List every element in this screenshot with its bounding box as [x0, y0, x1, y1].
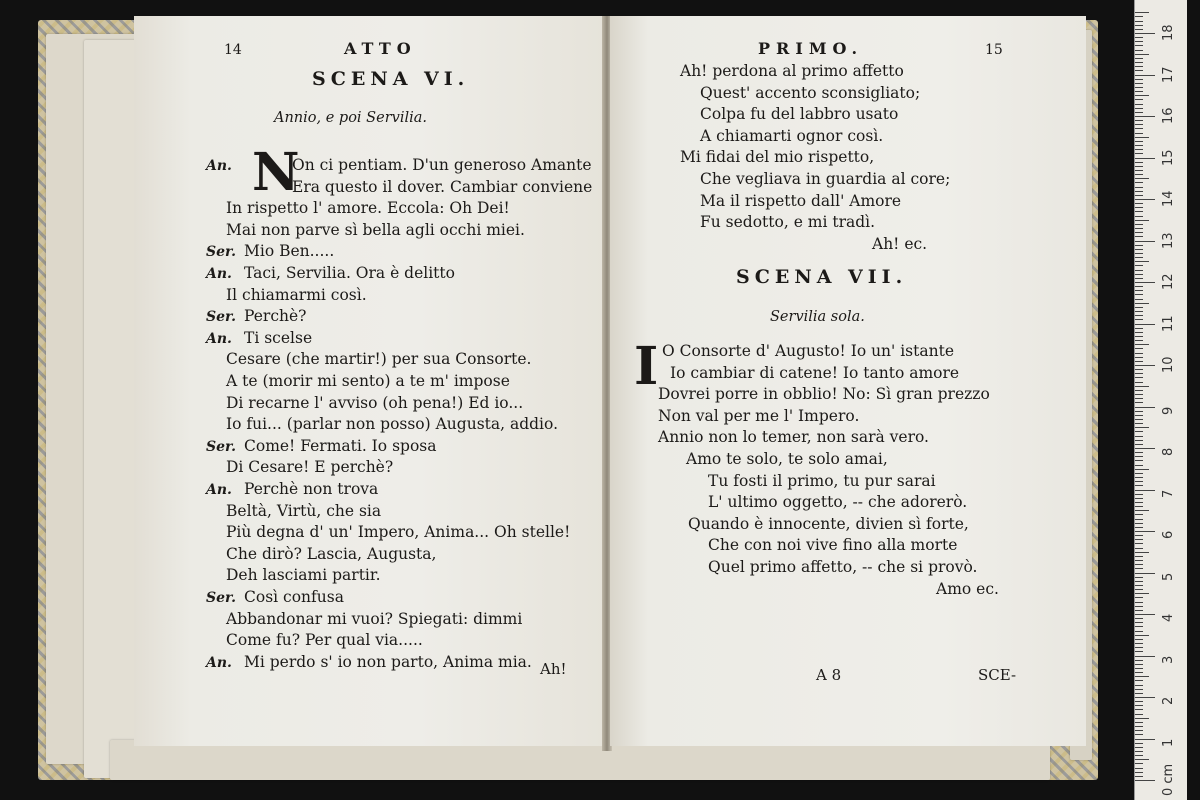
ruler-number: 8 — [1161, 447, 1176, 456]
ruler-tick — [1135, 552, 1149, 553]
ruler-tick — [1135, 431, 1143, 432]
ruler-tick — [1135, 278, 1143, 279]
speaker-label: Ser. — [206, 438, 236, 455]
ruler-tick — [1135, 70, 1143, 71]
ruler-tick — [1135, 311, 1143, 312]
ruler-tick — [1135, 257, 1143, 258]
ruler-tick — [1135, 83, 1143, 84]
ruler-number: 18 — [1161, 24, 1176, 41]
ruler-number: 7 — [1161, 489, 1176, 498]
ruler-tick — [1135, 307, 1143, 308]
ruler-tick — [1135, 490, 1155, 491]
ruler-tick — [1135, 162, 1143, 163]
ruler-tick — [1135, 211, 1143, 212]
ruler-tick — [1135, 759, 1149, 760]
verse-line: Non val per me l' Impero. — [658, 406, 860, 425]
ruler-tick — [1135, 772, 1143, 773]
ruler-tick — [1135, 216, 1143, 217]
ruler-tick — [1135, 573, 1155, 574]
ruler-tick — [1135, 672, 1143, 673]
ruler-tick — [1135, 236, 1143, 237]
verse-line: Perchè non trova — [244, 480, 379, 498]
verse-line: Come! Fermati. Io sposa — [244, 436, 437, 455]
ruler-tick — [1135, 651, 1143, 652]
ruler-tick — [1135, 315, 1143, 316]
ruler-tick — [1135, 776, 1143, 777]
ruler-tick — [1135, 153, 1143, 154]
ruler-tick — [1135, 29, 1143, 30]
verse-line: Che dirò? Lascia, Augusta, — [226, 544, 437, 563]
ruler-tick — [1135, 440, 1143, 441]
ruler-tick — [1135, 697, 1155, 698]
verse-line: Era questo il dover. Cambiar conviene — [292, 177, 593, 196]
ruler-tick — [1135, 701, 1143, 702]
ruler-tick — [1135, 506, 1143, 507]
ruler-number: 12 — [1161, 273, 1176, 290]
ruler-tick — [1135, 137, 1149, 138]
ruler-tick — [1135, 178, 1149, 179]
ruler-tick — [1135, 709, 1143, 710]
ruler-tick — [1135, 141, 1143, 142]
aria-line: Ma il rispetto dall' Amore — [700, 191, 902, 210]
ruler-tick — [1135, 50, 1143, 51]
ruler-tick — [1135, 589, 1143, 590]
aria-line: Ah! ec. — [872, 234, 928, 253]
ruler-tick — [1135, 220, 1149, 221]
ruler-tick — [1135, 444, 1143, 445]
ruler-number: 2 — [1161, 696, 1176, 705]
ruler-tick — [1135, 62, 1143, 63]
ruler-tick — [1135, 768, 1143, 769]
ruler-tick — [1135, 224, 1143, 225]
ruler-tick — [1135, 705, 1143, 706]
ruler-tick — [1135, 743, 1143, 744]
ruler-tick — [1135, 270, 1143, 271]
ruler-tick — [1135, 643, 1143, 644]
ruler-tick — [1135, 556, 1143, 557]
verse-line: Mai non parve sì bella agli occhi miei. — [226, 220, 525, 239]
ruler-tick — [1135, 336, 1143, 337]
ruler-tick — [1135, 249, 1143, 250]
ruler-tick — [1135, 427, 1149, 428]
ruler-tick — [1135, 502, 1143, 503]
ruler-tick — [1135, 477, 1143, 478]
ruler-number: 3 — [1161, 655, 1176, 664]
left-drop-cap: N — [252, 142, 300, 203]
ruler-tick — [1135, 394, 1143, 395]
left-catchword: Ah! — [540, 660, 567, 678]
ruler-tick — [1135, 382, 1143, 383]
ruler-tick — [1135, 232, 1143, 233]
ruler-tick — [1135, 33, 1155, 34]
ruler-tick — [1135, 668, 1143, 669]
ruler-tick — [1135, 419, 1143, 420]
aria-line: Ah! perdona al primo affetto — [680, 62, 904, 80]
aria-line: Fu sedotto, e mi tradì. — [700, 213, 876, 232]
ruler-tick — [1135, 656, 1155, 657]
verse-line: Il chiamarmi così. — [226, 285, 367, 304]
ruler-tick — [1135, 373, 1143, 374]
ruler-tick — [1135, 585, 1143, 586]
ruler-tick — [1135, 25, 1143, 26]
verse-line: Io fui... (parlar non posso) Augusta, addio. — [226, 415, 559, 434]
ruler-tick — [1135, 253, 1143, 254]
ruler-number: 16 — [1161, 107, 1176, 124]
verse-line: In rispetto l' amore. Eccola: Oh Dei! — [226, 199, 510, 218]
ruler-tick — [1135, 12, 1149, 13]
left-page-number: 14 — [224, 42, 242, 58]
verse-line: Mi perdo s' io non parto, Anima mia. — [244, 652, 532, 671]
ruler-tick — [1135, 730, 1143, 731]
ruler-tick — [1135, 191, 1143, 192]
aria-line: A chiamarti ognor così. — [700, 126, 884, 145]
right-catchword: SCE- — [978, 666, 1017, 684]
right-drop-cap: I — [634, 336, 659, 397]
ruler-tick — [1135, 91, 1143, 92]
ruler-number: 9 — [1161, 406, 1176, 415]
ruler-tick — [1135, 294, 1143, 295]
ruler-tick — [1135, 75, 1155, 76]
speaker-label: Ser. — [206, 590, 236, 606]
speaker-label: An. — [206, 482, 232, 498]
ruler-tick — [1135, 747, 1143, 748]
ruler-number: 15 — [1161, 148, 1176, 166]
ruler-tick — [1135, 145, 1143, 146]
left-running-head: ATTO — [344, 39, 417, 58]
ruler-tick — [1135, 228, 1143, 229]
verse-line: Di Cesare! E perchè? — [226, 458, 394, 477]
ruler-tick — [1135, 448, 1155, 449]
ruler-tick — [1135, 37, 1143, 38]
ruler-tick — [1135, 514, 1143, 515]
verse-line: L' ultimo oggetto, -- che adorerò. — [708, 493, 968, 512]
ruler-tick — [1135, 41, 1143, 42]
ruler-tick — [1135, 543, 1143, 544]
ruler-tick — [1135, 174, 1143, 175]
ruler-tick — [1135, 16, 1143, 17]
verse-line: Deh lasciami partir. — [226, 566, 381, 585]
ruler-number: 4 — [1161, 613, 1176, 622]
ruler-tick — [1135, 87, 1143, 88]
verse-line: Io cambiar di catene! Io tanto amore — [670, 363, 960, 382]
ruler-tick — [1135, 99, 1143, 100]
ruler-tick — [1135, 722, 1143, 723]
ruler-tick — [1135, 602, 1143, 603]
ruler-tick — [1135, 187, 1143, 188]
ruler-tick — [1135, 299, 1143, 300]
ruler-tick — [1135, 286, 1143, 287]
ruler-tick — [1135, 357, 1143, 358]
verse-line: Di recarne l' avviso (oh pena!) Ed io... — [226, 393, 524, 412]
ruler-tick — [1135, 660, 1143, 661]
aria-line: Quest' accento sconsigliato; — [700, 83, 921, 102]
ruler-tick — [1135, 535, 1143, 536]
ruler-tick — [1135, 685, 1143, 686]
ruler-tick — [1135, 755, 1143, 756]
ruler-tick — [1135, 133, 1143, 134]
ruler-tick — [1135, 402, 1143, 403]
ruler-tick — [1135, 726, 1143, 727]
ruler-tick — [1135, 411, 1143, 412]
verse-line: Come fu? Per qual via..... — [226, 631, 423, 650]
ruler-tick — [1135, 639, 1143, 640]
ruler-tick — [1135, 199, 1155, 200]
ruler-tick — [1135, 104, 1143, 105]
ruler-tick — [1135, 751, 1143, 752]
ruler-tick — [1135, 365, 1155, 366]
verse-line: Così confusa — [244, 588, 344, 606]
ruler-tick — [1135, 282, 1155, 283]
ruler-tick — [1135, 54, 1149, 55]
ruler-tick — [1135, 120, 1143, 121]
ruler-tick — [1135, 353, 1143, 354]
ruler-tick — [1135, 664, 1143, 665]
ruler-tick — [1135, 597, 1143, 598]
ruler-tick — [1135, 494, 1143, 495]
ruler-tick — [1135, 390, 1143, 391]
right-page — [610, 16, 1086, 746]
ruler-tick — [1135, 734, 1143, 735]
verse-line: Ti scelse — [244, 328, 313, 347]
ruler-tick — [1135, 763, 1143, 764]
right-scene-title: SCENA VII. — [736, 266, 908, 288]
ruler-tick — [1135, 112, 1143, 113]
ruler-tick — [1135, 361, 1143, 362]
ruler-tick — [1135, 568, 1143, 569]
speaker-label: An. — [206, 266, 232, 282]
ruler-tick — [1135, 21, 1143, 22]
verse-line: Quando è innocente, divien sì forte, — [688, 514, 969, 533]
ruler-tick — [1135, 207, 1143, 208]
ruler-tick — [1135, 407, 1155, 408]
ruler-tick — [1135, 241, 1155, 242]
ruler-tick — [1135, 128, 1143, 129]
ruler-tick — [1135, 328, 1143, 329]
ruler-tick — [1135, 170, 1143, 171]
verse-line: Mio Ben..... — [244, 242, 335, 261]
ruler-tick — [1135, 581, 1143, 582]
ruler-tick — [1135, 203, 1143, 204]
left-page — [134, 16, 607, 746]
speaker-label: An. — [206, 654, 232, 671]
ruler-tick — [1135, 739, 1155, 740]
verse-line: Quel primo affetto, -- che si provò. — [708, 558, 978, 576]
ruler-tick — [1135, 415, 1143, 416]
ruler-tick — [1135, 324, 1155, 325]
ruler-tick — [1135, 635, 1149, 636]
ruler-tick — [1135, 348, 1143, 349]
ruler-tick — [1135, 158, 1155, 159]
signature-mark: A 8 — [816, 666, 842, 684]
ruler-tick — [1135, 124, 1143, 125]
ruler-number: 13 — [1161, 231, 1176, 249]
ruler-tick — [1135, 523, 1143, 524]
ruler-tick — [1135, 166, 1143, 167]
ruler-tick — [1135, 485, 1143, 486]
ruler-tick — [1135, 519, 1143, 520]
speaker-label: Ser. — [206, 309, 236, 326]
speaker-label: An. — [206, 158, 232, 174]
ruler-tick — [1135, 340, 1143, 341]
right-running-head: PRIMO. — [758, 39, 864, 58]
ruler-tick — [1135, 680, 1143, 681]
ruler-tick — [1135, 319, 1143, 320]
verse-line: Annio non lo temer, non sarà vero. — [658, 428, 929, 447]
ruler-number: 6 — [1161, 530, 1176, 539]
ruler-tick — [1135, 498, 1143, 499]
ruler-tick — [1135, 452, 1143, 453]
ruler-tick — [1135, 610, 1143, 611]
ruler-tick — [1135, 398, 1143, 399]
ruler-tick — [1135, 689, 1143, 690]
ruler-tick — [1135, 780, 1155, 781]
ruler-tick — [1135, 182, 1143, 183]
aria-line: Mi fidai del mio rispetto, — [680, 148, 875, 167]
ruler-tick — [1135, 261, 1149, 262]
ruler-tick — [1135, 548, 1143, 549]
ruler-tick — [1135, 116, 1155, 117]
ruler-tick — [1135, 626, 1143, 627]
ruler-tick — [1135, 149, 1143, 150]
ruler-number: 11 — [1161, 314, 1176, 332]
left-scene-title: SCENA VI. — [312, 68, 470, 90]
ruler-tick — [1135, 460, 1143, 461]
ruler-tick — [1135, 369, 1143, 370]
ruler-tick — [1135, 195, 1143, 196]
ruler-unit-label: 0 cm — [1161, 763, 1176, 796]
measuring-ruler — [1134, 0, 1187, 800]
ruler-tick — [1135, 631, 1143, 632]
verse-line: Amo te solo, te solo amai, — [686, 450, 888, 468]
ruler-tick — [1135, 265, 1143, 266]
ruler-tick — [1135, 564, 1143, 565]
verse-line: On ci pentiam. D'un generoso Amante — [292, 156, 592, 174]
ruler-number: 10 — [1161, 356, 1176, 373]
ruler-tick — [1135, 465, 1143, 466]
ruler-tick — [1135, 577, 1143, 578]
ruler-tick — [1135, 473, 1143, 474]
verse-line: Cesare (che martir!) per sua Consorte. — [226, 350, 532, 369]
verse-line: Perchè? — [244, 307, 307, 326]
verse-line: Taci, Servilia. Ora è delitto — [244, 264, 455, 282]
ruler-tick — [1135, 714, 1143, 715]
ruler-tick — [1135, 647, 1143, 648]
ruler-tick — [1135, 95, 1149, 96]
ruler-tick — [1135, 593, 1149, 594]
ruler-tick — [1135, 332, 1143, 333]
ruler-tick — [1135, 614, 1155, 615]
left-cast: Annio, e poi Servilia. — [274, 110, 427, 126]
ruler-tick — [1135, 510, 1149, 511]
ruler-tick — [1135, 618, 1143, 619]
ruler-tick — [1135, 377, 1143, 378]
verse-line: O Consorte d' Augusto! Io un' istante — [662, 342, 954, 360]
ruler-tick — [1135, 79, 1143, 80]
ruler-tick — [1135, 344, 1149, 345]
ruler-tick — [1135, 481, 1143, 482]
verse-line: Più degna d' un' Impero, Anima... Oh stelle! — [226, 523, 571, 542]
verse-line: Tu fosti il primo, tu pur sarai — [708, 471, 936, 490]
ruler-number: 14 — [1161, 190, 1176, 207]
stacked-pages-bottom — [110, 740, 1050, 780]
ruler-tick — [1135, 527, 1143, 528]
ruler-tick — [1135, 469, 1149, 470]
ruler-tick — [1135, 108, 1143, 109]
ruler-tick — [1135, 560, 1143, 561]
ruler-tick — [1135, 66, 1143, 67]
ruler-tick — [1135, 436, 1143, 437]
ruler-tick — [1135, 676, 1149, 677]
ruler-tick — [1135, 531, 1155, 532]
verse-line: Beltà, Virtù, che sia — [226, 501, 382, 520]
ruler-number: 5 — [1161, 572, 1176, 581]
verse-line: Dovrei porre in obblio! No: Sì gran prezzo — [658, 385, 990, 404]
ruler-tick — [1135, 45, 1143, 46]
ruler-tick — [1135, 290, 1143, 291]
ruler-tick — [1135, 245, 1143, 246]
ruler-tick — [1135, 274, 1143, 275]
ruler-number: 17 — [1161, 65, 1176, 83]
ruler-tick — [1135, 718, 1149, 719]
verse-line: Abbandonar mi vuoi? Spiegati: dimmi — [226, 609, 523, 628]
ruler-tick — [1135, 423, 1143, 424]
ruler-tick — [1135, 693, 1143, 694]
speaker-label: An. — [206, 330, 232, 347]
right-cast: Servilia sola. — [770, 309, 865, 325]
verse-line: Che con noi vive fino alla morte — [708, 536, 958, 555]
ruler-tick — [1135, 386, 1149, 387]
ruler-number: 1 — [1161, 738, 1176, 747]
aria-line: Colpa fu del labbro usato — [700, 105, 899, 124]
verse-line: Amo ec. — [936, 579, 999, 598]
right-page-number: 15 — [985, 42, 1003, 58]
ruler-tick — [1135, 539, 1143, 540]
ruler-tick — [1135, 456, 1143, 457]
aria-line: Che vegliava in guardia al core; — [700, 170, 951, 188]
speaker-label: Ser. — [206, 244, 236, 261]
ruler-tick — [1135, 58, 1143, 59]
verse-line: A te (morir mi sento) a te m' impose — [226, 372, 510, 390]
ruler-tick — [1135, 606, 1143, 607]
ruler-tick — [1135, 303, 1149, 304]
ruler-tick — [1135, 622, 1143, 623]
